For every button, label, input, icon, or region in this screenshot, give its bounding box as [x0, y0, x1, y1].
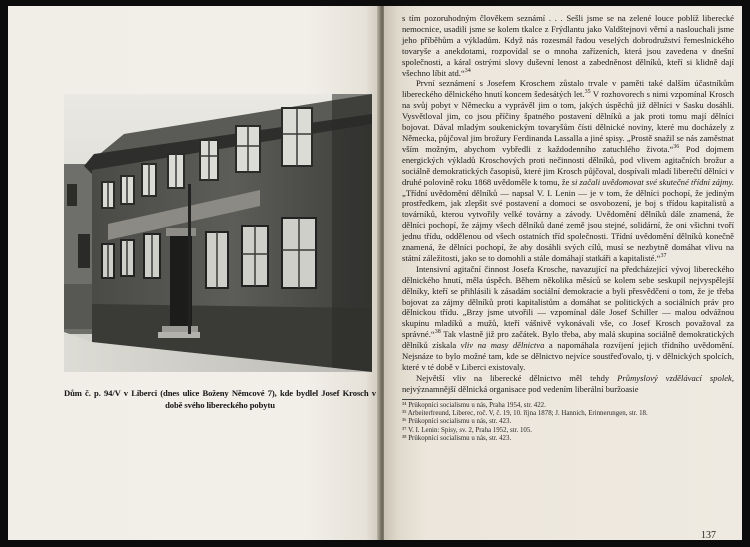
footnotes	[402, 402, 734, 443]
footnote-ref: 38	[434, 329, 441, 336]
emphasis-text: vliv na masy dělnictva	[460, 340, 545, 351]
text-run: V rozhovorech s nimi vzpomínal Krosch na svůj pobyt v Německu a vyprávěl jim o tom, jakých úspěchů již dělníci v Sasku dosáhli. Vysvětloval jim, co jsou příčiny špatného postavení dělníků a jak proti tomu mají dělníci bojovat. Dával mladým soukenickým tovaryšům čísti dělnické noviny, které mu docházely z Německa, půjčoval jim brožury Ferdinanda Lassalla a jiné spisy. „Prostě snažil se nás zaměstnat vším možným, abychom vybředli z každodenního zatuchlého života.“	[402, 89, 734, 154]
right-page	[384, 6, 742, 540]
house-photograph	[64, 94, 372, 372]
paragraph	[402, 78, 734, 263]
paragraph	[402, 264, 734, 373]
footnote-divider	[402, 399, 492, 400]
footnote: ³⁸ Průkopníci socialismu u nás, str. 423.	[402, 434, 512, 442]
footnote: ³⁶ Průkopníci socialismu u nás, str. 423.	[402, 418, 512, 426]
text-run: „Třídní uvědomění dělníků — napsal V. I. Lenin — je v tom, že dělníci pochopí, že jediným prostředkem, jak zlepšit své postavení a domoci se osvobození, je boj s třídou kapitalistů a továrníků, kterou vytvořily velké továrny a závody. Uvědomění dělníků dále znamená, že dělníci pochopí, že zájmy všech dělníků dané země jsou stejné, solidární, že oni všichni tvoří jednu třídu, oddělenou od všech ostatních tříd společnosti. Třídní uvědomění dělníků konečně znamená, že dělníci pochopí, že aby dosáhli svých cílů, musí se nezbytně domáhat vlivu na státní záležitosti, jako se to domohli a stále domáhají statkáři a kapitalisté.“	[402, 187, 734, 263]
text-run: Tak vlastně již pro začátek. Bylo třeba, aby malá skupina sociálně demokratických dělníků získala	[402, 329, 734, 351]
text-run: Intensivní agitační činnost Josefa Krosche, navazující na předcházející vývoj libereckého dělnického hnutí, měla úspěch. Během několika měsíců se kolem sebe seskupil nejvyspělejší dělníky, kteří se přihlásili k zásadám sociální demokracie a byli přesvědčeni o tom, že je třeba bojovat za zájmy dělníků proti kapitalistům a domáhat se politických a sociálních práv pro dělnickou třídu. „Brzy jsme utvořili — vzpomínal dále Josef Schiller — malou odvážnou skupinu mladíků a mužů, kteří vášnivě vykonávali vše, co Josef Krosch považoval za správné.“	[402, 263, 734, 340]
footnote: ³⁵ Arbeiterfreund, Liberec, roč. V, č. 19, 10. října 1878; J. Hannich, Erinnerungen, str. 18.	[402, 410, 648, 418]
footnote-ref: 34	[464, 67, 471, 74]
page-number: 137	[701, 530, 716, 541]
footnote-ref: 37	[660, 253, 667, 260]
footnote: ³⁴ Průkopníci socialismu u nás, Praha 1954, str. 422.	[402, 401, 546, 409]
emphasis-text: si začali uvědomovat své skutečné třídní zájmy.	[571, 176, 734, 187]
paragraph	[402, 13, 734, 78]
text-run: , nejvýznamnější dělnická organisace pod vedením liberální buržoasie	[402, 372, 735, 394]
footnote-ref: 36	[673, 144, 680, 151]
house-photo-illustration	[64, 94, 372, 372]
footnote: ³⁷ V. I. Lenin: Spisy, sv. 2, Praha 1952, str. 105.	[402, 426, 533, 434]
text-run: Největší vliv na liberecké dělnictvo měl tehdy	[416, 372, 618, 383]
text-run: První seznámení s Josefem Kroschem zůstalo trvale v paměti také dalším účastníkům libereckého dělnického hnutí koncem šedesátých let.	[402, 78, 734, 100]
left-page	[8, 6, 380, 540]
paragraph	[402, 373, 734, 395]
text-run: a napomáhala rozvíjení jejich třídního uvědomění. Nejsnáze to bylo možné tam, kde se dělnictvo nejvíce soustřeďovalo, tj. v dělnických spolcích, které v té době v Liberci existovaly.	[402, 340, 734, 372]
footnote-ref: 35	[584, 89, 591, 96]
text-run: Pod dojmem energických výkladů Kroschových proti nečinnosti dělníků, pod vlivem agitačních brožur a sociálně demokratických časopisů, které jim Krosch půjčoval, dospívali mladí liberečtí dělníci v druhé polovině roku 1868 uvědoměle k tomu, že	[402, 143, 734, 187]
text-run: s tím pozoruhodným člověkem seznámí . . . Sešli jsme se na zelené louce poblíž liberecké nemocnice, usadili jsme se kolem tkalce z Frýdlantu jako Valdštejnovi věrní a naslouchali jsme jeho příběhům a výkladům. Když nás rozesmál řadou veselých dobrodružství řemeslnického tovaryše a anekdotami, rozpovídal se o mnoha zařízeních, která jsou zavedena v dnešní společnosti, a káral ostrými slovy duševní lenost a zabedněnost dělníků, kteří si klidně dají všechno líbit atd.“	[402, 13, 734, 78]
body-text	[402, 13, 734, 443]
photo-caption: Dům č. p. 94/V v Liberci (dnes ulice Boženy Němcové 7), kde bydlel Josef Krosch v době svého libereckého pobytu	[64, 388, 376, 410]
emphasis-text: Průmyslový vzdělávací spolek	[617, 372, 732, 383]
